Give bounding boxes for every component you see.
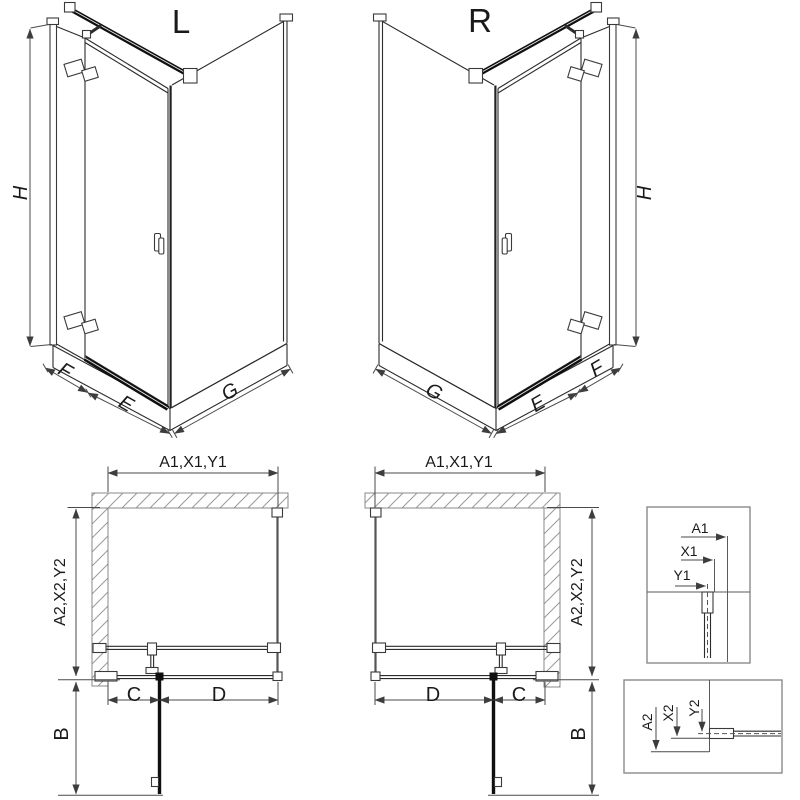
bar-wall-anchor xyxy=(65,3,76,13)
plan-label-D-right: D xyxy=(425,684,441,706)
return-panel-top-cap xyxy=(280,14,293,21)
plan-bar-wall-bracket xyxy=(93,644,106,653)
detail2-label-A2: A2 xyxy=(639,713,655,731)
dim-label-G-right: G xyxy=(421,378,447,406)
hinge-top xyxy=(64,59,98,81)
detail2-label-X2: X2 xyxy=(660,704,676,722)
wall-profile xyxy=(50,23,57,345)
detail2-label-Y2: Y2 xyxy=(686,699,702,717)
dim-label-G-left: G xyxy=(217,378,243,406)
variant-label-right: R xyxy=(468,2,492,39)
dim-label-H-left: H xyxy=(10,185,32,201)
detail-box-horizontal-offsets xyxy=(647,507,750,663)
fixed-panel-glass xyxy=(57,27,86,361)
plan-return-panel-bracket xyxy=(272,508,283,517)
detail2-wall-profile xyxy=(710,729,734,739)
detail1-label-X1: X1 xyxy=(680,543,698,559)
door-glass xyxy=(85,38,168,408)
detail-box-vertical-offsets xyxy=(624,680,782,773)
plan-door-handle xyxy=(152,778,159,787)
door-handle xyxy=(155,234,164,255)
plan-corner-bracket xyxy=(273,672,282,681)
bar-connector-joint xyxy=(83,31,91,39)
wall-top-right-plan xyxy=(365,493,560,508)
wall-profile-cap xyxy=(47,18,59,25)
plan-label-D-left: D xyxy=(211,684,227,706)
dim-label-E-left: E xyxy=(114,391,138,417)
wall-side-left-plan xyxy=(92,508,108,686)
hinge-bottom xyxy=(64,312,98,334)
variant-label-left: L xyxy=(171,3,191,40)
wall-top-left-plan xyxy=(92,493,288,508)
plan-label-C-left: C xyxy=(126,684,142,706)
plan-front-glass xyxy=(107,676,280,679)
plan-label-side-right: A2,X2,Y2 xyxy=(569,558,586,626)
wall-side-right-plan xyxy=(544,508,560,687)
detail1-label-A1: A1 xyxy=(691,520,709,536)
detail1-label-Y1: Y1 xyxy=(673,567,691,583)
dim-label-E-right: E xyxy=(526,391,550,417)
plan-label-side-left: A2,X2,Y2 xyxy=(52,558,69,626)
plan-label-top-right: A1,X1,Y1 xyxy=(425,454,493,471)
plan-label-C-right: C xyxy=(511,684,527,706)
dim-label-F-right: F xyxy=(586,356,608,382)
plan-view-left xyxy=(93,467,283,795)
dim-label-F-left: F xyxy=(54,358,76,384)
bar-corner-clamp xyxy=(184,69,198,84)
plan-label-B-left: B xyxy=(51,727,73,741)
plan-support-bar xyxy=(96,646,276,649)
plan-bar-mid-bracket xyxy=(148,643,157,655)
plan-bar-drop-connector xyxy=(151,655,154,668)
plan-view-right xyxy=(371,467,561,795)
plan-label-top-left: A1,X1,Y1 xyxy=(159,454,227,471)
dim-label-H-right: H xyxy=(634,185,656,201)
plan-bar-end-bracket xyxy=(268,643,281,653)
plan-label-B-right: B xyxy=(568,727,590,741)
dim-ext-H xyxy=(31,25,53,347)
